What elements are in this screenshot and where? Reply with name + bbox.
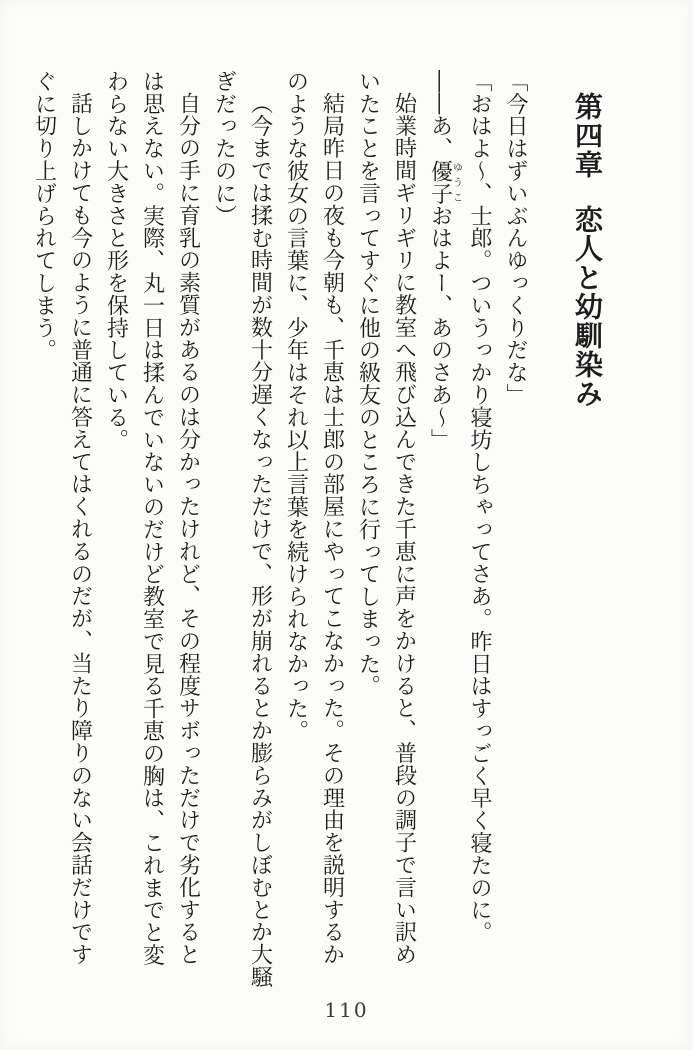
text-column-3: ――あ、優子ゆうこおはよー、あのさあ～」: [427, 70, 462, 451]
chapter-heading: [569, 70, 605, 970]
text-column-2: 「おはよ～、士郎。ついうっかり寝坊しちゃってさあ。昨日はすっごく早く寝たのに。: [467, 70, 492, 944]
vertical-text-area: [26, 70, 606, 988]
text-column-12: わらない大きさと形を保持している。: [103, 70, 129, 451]
text-column-6: 結局昨日の夜も今朝も、千恵は士郎の部屋にやってこなかった。その理由を説明するか: [319, 92, 345, 966]
text-column-5: いたことを言ってすぐに他の級友のところに行ってしまった。: [355, 70, 381, 698]
text-column-13: 話しかけても今のように普通に答えてはくれるのだが、当たり障りのない会話だけです: [67, 92, 93, 966]
chapter-gap: [587, 179, 588, 205]
text-column-8: （今までは揉む時間が数十分遅くなっただけで、形が崩れるとか膨らみがしぼむとか大騒: [247, 92, 273, 988]
text-column-11: は思えない。実際、丸一日は揉んでいないのだけど教室で見る千恵の胸は、これまでと変: [139, 70, 165, 966]
body-text: [26, 70, 534, 988]
text-column-10: 自分の手に育乳の素質があるのは分かったけれど、その程度サボっただけで劣化すると: [175, 92, 201, 966]
text-column-7: のような彼女の言葉に、少年はそれ以上言葉を続けられなかった。: [283, 70, 309, 742]
chapter-number: 第四章: [571, 92, 604, 179]
ruby-annotated-text: 優子ゆうこ: [427, 159, 462, 205]
text-column-9: ぎだったのに）: [211, 70, 237, 227]
text-column-14: ぐに切り上げられてしまう。: [31, 70, 57, 362]
text-column-4: 始業時間ギリギリに教室へ飛び込んできた千恵に声をかけると、普段の調子で言い訳め: [391, 92, 417, 966]
text-column-1: 「今日はずいぶんゆっくりだな」: [503, 70, 528, 406]
page-number: 110: [324, 998, 369, 1022]
chapter-title: 恋人と幼馴染み: [571, 205, 604, 408]
